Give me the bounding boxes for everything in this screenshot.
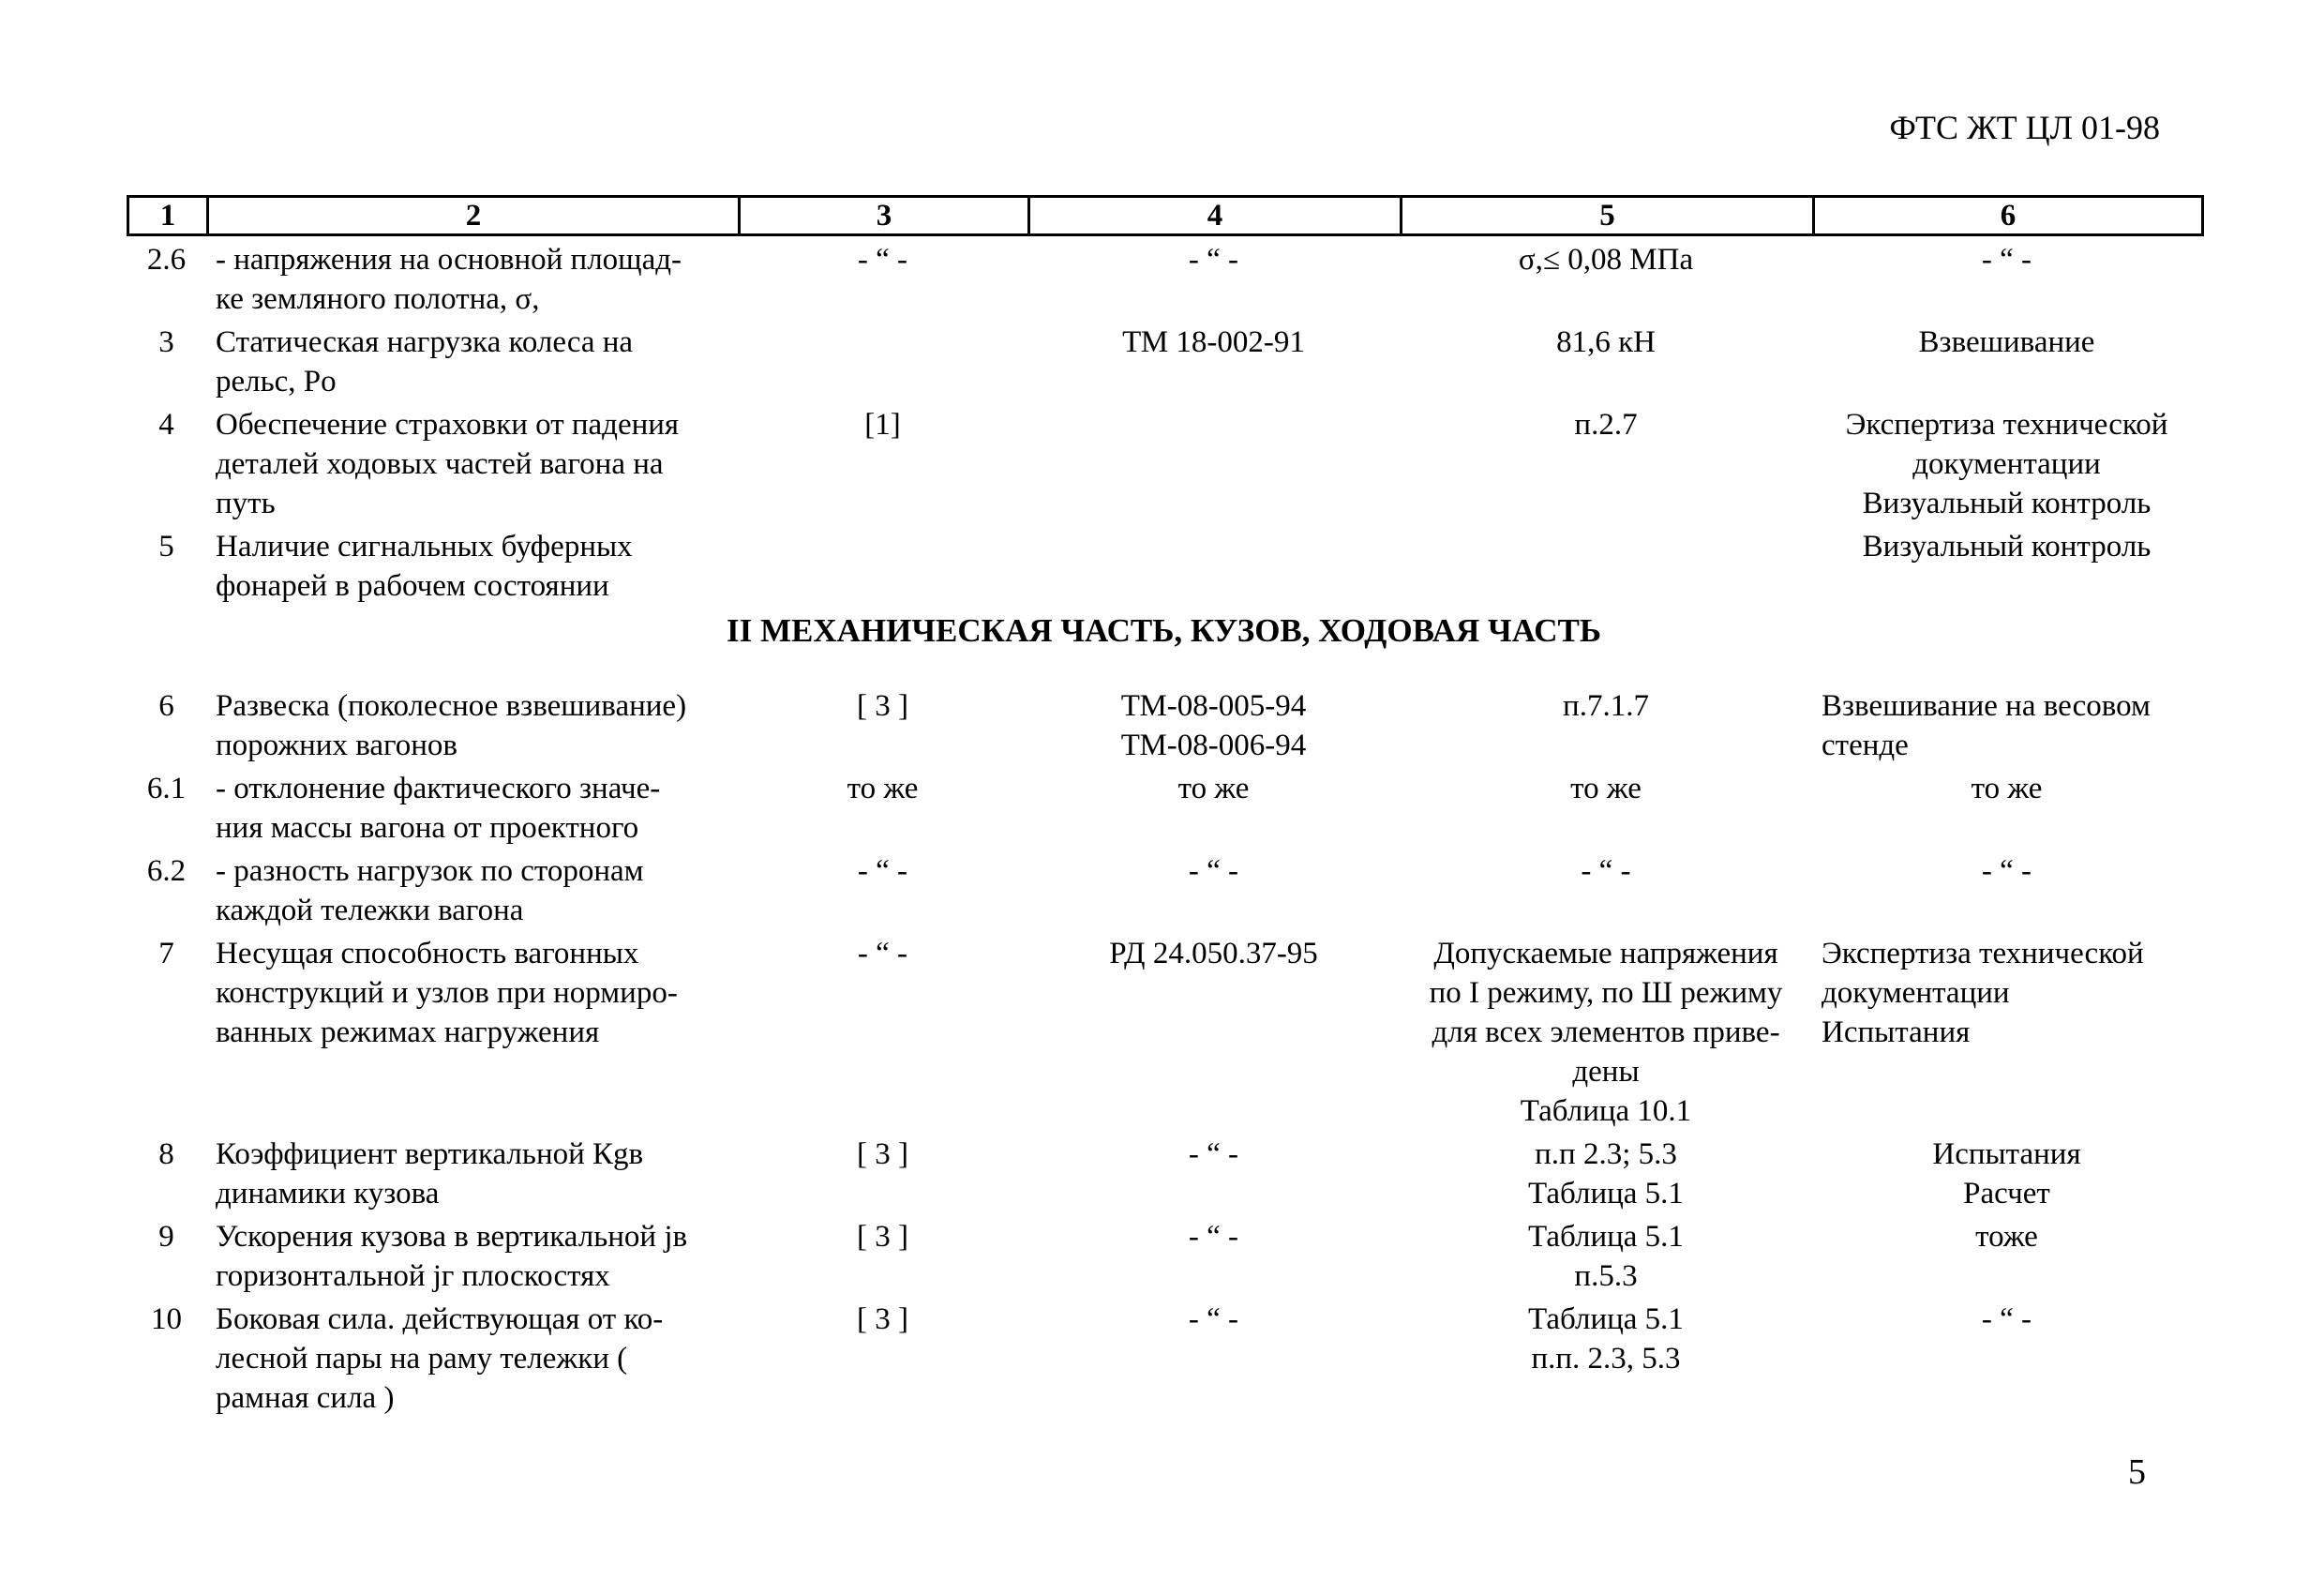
- section-heading-row: [127, 606, 2201, 683]
- row-col4: - “ -: [1188, 1137, 1239, 1171]
- row-col3: - “ -: [857, 854, 908, 888]
- row-col6: то же: [1971, 772, 2043, 805]
- row-parameter: Обеспечение страховки от падения деталей ходовых частей вагона на путь: [216, 408, 680, 520]
- row-col6: - “ -: [1981, 1302, 2032, 1336]
- row-col6: Экспертиза технической документации Испытания: [1822, 937, 2144, 1049]
- row-col3: [ 3 ]: [857, 1137, 908, 1171]
- row-col4: - “ -: [1188, 1220, 1239, 1254]
- row-col3: - “ -: [857, 243, 908, 277]
- row-number: 10: [151, 1302, 182, 1336]
- row-col4: ТМ-08-005-94 ТМ-08-006-94: [1120, 689, 1307, 762]
- row-col5: 81,6 кН: [1556, 325, 1656, 359]
- table-row: [127, 930, 2201, 1131]
- row-col3: [1]: [864, 408, 901, 442]
- row-col6: Испытания Расчет: [1932, 1137, 2081, 1211]
- row-col5: - “ -: [1581, 854, 1631, 888]
- row-number: 4: [158, 408, 174, 442]
- row-col6: Взвешивание на весовом стенде: [1822, 689, 2151, 762]
- row-col4: - “ -: [1188, 1302, 1239, 1336]
- row-number: 3: [158, 325, 174, 359]
- row-col4: [1027, 523, 1400, 606]
- column-header-table: [127, 195, 2204, 236]
- row-parameter: - разность нагрузок по сторонам каждой тележки вагона: [216, 854, 644, 927]
- row-number: 6.2: [146, 854, 187, 888]
- row-col3: [ 3 ]: [857, 1302, 908, 1336]
- row-col6: Взвешивание: [1918, 325, 2095, 359]
- row-col3: [ 3 ]: [857, 689, 908, 723]
- table-row: [127, 683, 2201, 765]
- row-col5: п.2.7: [1574, 408, 1638, 442]
- column-header-row: [128, 197, 2203, 235]
- row-col5: п.7.1.7: [1563, 689, 1649, 723]
- row-col5: Таблица 5.1 п.5.3: [1528, 1220, 1684, 1293]
- row-col4: то же: [1177, 772, 1250, 805]
- row-parameter: Несущая способность вагонных конструкций и узлов при нормиро- ванных режимах нагружения: [216, 937, 678, 1049]
- row-col6: - “ -: [1981, 854, 2032, 888]
- row-col4: РД 24.050.37-95: [1109, 937, 1318, 970]
- row-parameter: Боковая сила. действующая от ко- лесной пары на раму тележки ( рамная сила ): [216, 1302, 664, 1415]
- row-col3: - “ -: [857, 937, 908, 970]
- table-row: [127, 523, 2201, 606]
- table-row: [127, 401, 2201, 523]
- row-number: 9: [158, 1220, 174, 1254]
- table-row: [127, 1131, 2201, 1213]
- row-parameter: - напряжения на основной площад- ке земляного полотна, σ,: [216, 243, 682, 316]
- row-parameter: Наличие сигнальных буферных фонарей в рабочем состоянии: [216, 530, 633, 603]
- row-col3: [ 3 ]: [857, 1220, 908, 1254]
- row-col3: [738, 319, 1027, 401]
- row-col5: Таблица 5.1 п.п. 2.3, 5.3: [1528, 1302, 1684, 1376]
- section-title: II МЕХАНИЧЕСКАЯ ЧАСТЬ, КУЗОВ, ХОДОВАЯ ЧАСТЬ: [727, 612, 1601, 649]
- column-header-3: 3: [740, 197, 1029, 235]
- column-header-6: 6: [1814, 197, 2203, 235]
- row-col6: - “ -: [1981, 243, 2032, 277]
- row-number: 5: [158, 530, 174, 564]
- row-col5: Допускаемые напряжения по I режиму, по Ш режиму для всех элементов приве- дены Таблица 10.1: [1429, 937, 1783, 1128]
- row-number: 2.6: [146, 243, 187, 277]
- row-parameter: Ускорения кузова в вертикальной jв горизонтальной jг плоскостях: [216, 1220, 688, 1293]
- column-header-4: 4: [1029, 197, 1402, 235]
- row-number: 8: [158, 1137, 174, 1171]
- row-col6: Экспертиза технической документации Визуальный контроль: [1845, 408, 2168, 520]
- row-parameter: Коэффициент вертикальной Кgв динамики кузова: [216, 1137, 644, 1211]
- column-header-5: 5: [1402, 197, 1814, 235]
- table-row: [127, 848, 2201, 930]
- row-col5: то же: [1570, 772, 1642, 805]
- table-row: [127, 1296, 2201, 1418]
- row-col3: [738, 523, 1027, 606]
- row-number: 6.1: [146, 772, 187, 805]
- row-col5: [1400, 523, 1812, 606]
- row-col5: п.п 2.3; 5.3 Таблица 5.1: [1528, 1137, 1684, 1211]
- row-col6: тоже: [1975, 1220, 2038, 1254]
- row-col5: σ,≤ 0,08 МПа: [1518, 243, 1694, 277]
- column-header-2: 2: [208, 197, 740, 235]
- row-col4: - “ -: [1188, 854, 1239, 888]
- table-row: [127, 236, 2201, 319]
- page-number: 5: [2128, 1452, 2146, 1492]
- column-header-1: 1: [128, 197, 208, 235]
- row-col4: - “ -: [1188, 243, 1239, 277]
- row-number: 6: [158, 689, 174, 723]
- requirements-table: [127, 236, 2201, 1418]
- row-parameter: - отклонение фактического значе- ния массы вагона от проектного: [216, 772, 661, 845]
- row-col3: то же: [847, 772, 919, 805]
- row-number: 7: [158, 937, 174, 970]
- table-row: [127, 765, 2201, 848]
- document-code: ФТС ЖТ ЦЛ 01-98: [1889, 109, 2160, 146]
- table-row: [127, 1213, 2201, 1296]
- row-parameter: Развеска (поколесное взвешивание) порожних вагонов: [216, 689, 687, 762]
- row-col4: ТМ 18-002-91: [1122, 325, 1305, 359]
- row-col6: Визуальный контроль: [1862, 530, 2152, 564]
- table-row: [127, 319, 2201, 401]
- row-parameter: Статическая нагрузка колеса на рельс, Po: [216, 325, 634, 398]
- row-col4: [1027, 401, 1400, 523]
